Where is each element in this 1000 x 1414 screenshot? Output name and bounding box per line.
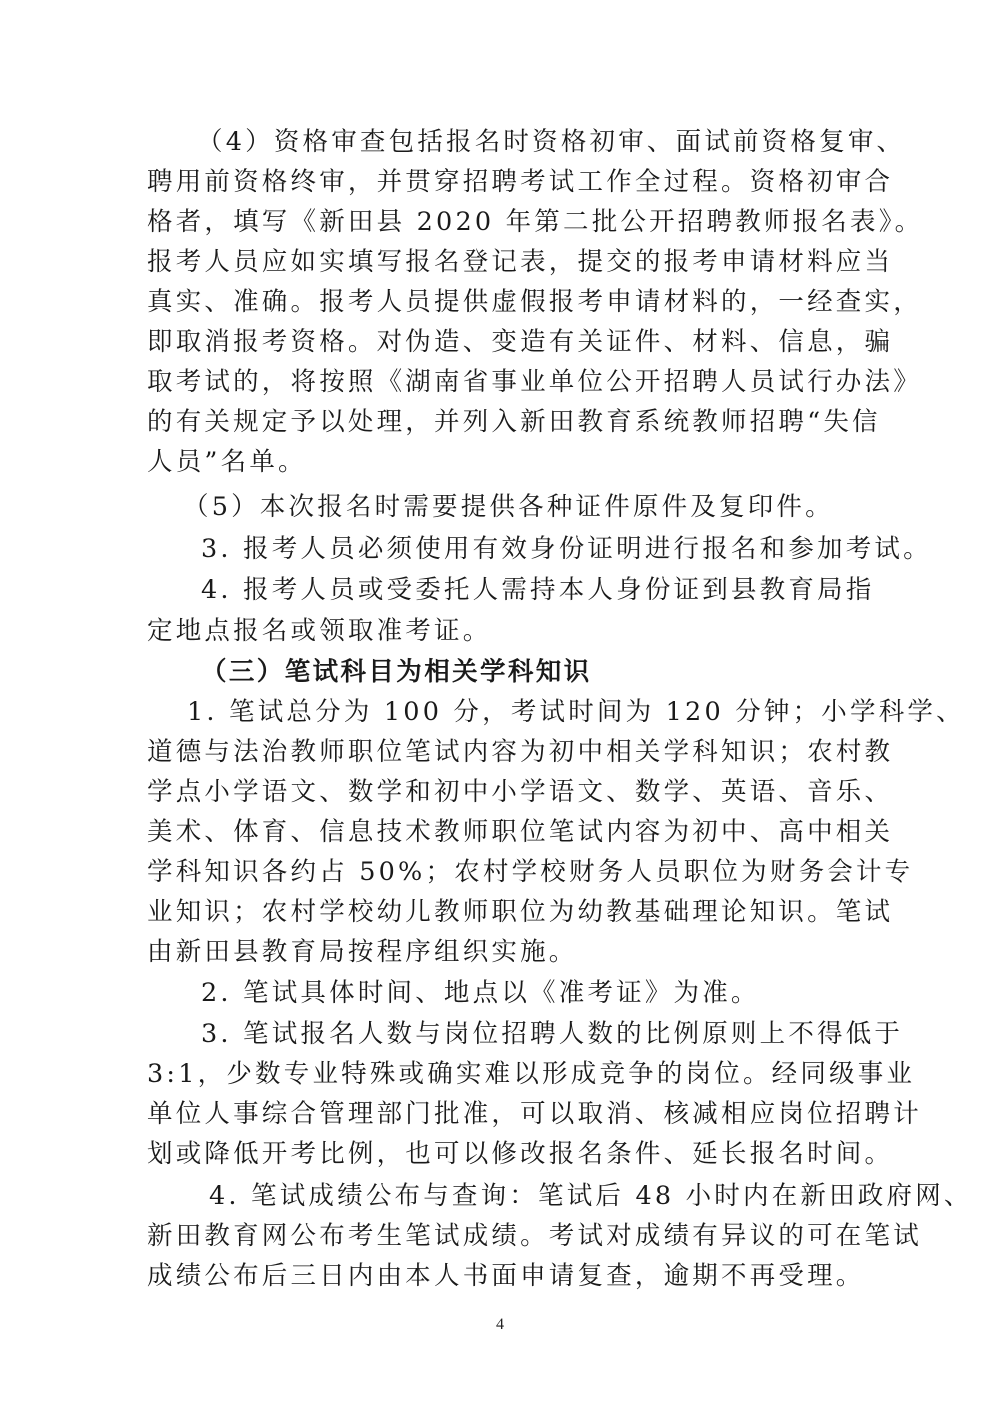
text-line-7: 取考试的，将按照《湖南省事业单位公开招聘人员试行办法》 [147,367,922,397]
text-line-12: 4. 报考人员或受委托人需持本人身份证到县教育局指 [201,575,875,605]
text-line-22: 2. 笔试具体时间、地点以《准考证》为准。 [201,978,760,1008]
text-line-28: 新田教育网公布考生笔试成绩。考试对成绩有异议的可在笔试 [147,1221,922,1251]
text-line-23: 3. 笔试报名人数与岗位招聘人数的比例原则上不得低于 [201,1019,904,1049]
text-line-5: 真实、准确。报考人员提供虚假报考申请材料的，一经查实， [147,287,922,317]
text-line-15: 1. 笔试总分为 100 分，考试时间为 120 分钟；小学科学、 [187,697,965,727]
page-number: 4 [496,1316,504,1333]
text-line-26: 划或降低开考比例，也可以修改报名条件、延长报名时间。 [147,1139,894,1169]
text-line-25: 单位人事综合管理部门批准，可以取消、核减相应岗位招聘计 [147,1099,922,1129]
text-line-3: 格者，填写《新田县 2020 年第二批公开招聘教师报名表》。 [147,207,924,237]
text-line-9: 人员”名单。 [147,447,307,477]
text-line-11: 3. 报考人员必须使用有效身份证明进行报名和参加考试。 [201,534,932,564]
text-line-18: 美术、体育、信息技术教师职位笔试内容为初中、高中相关 [147,817,894,847]
text-line-13: 定地点报名或领取准考证。 [147,616,492,646]
text-line-20: 业知识；农村学校幼儿教师职位为幼教基础理论知识。笔试 [147,897,894,927]
text-line-19: 学科知识各约占 50%；农村学校财务人员职位为财务会计专 [147,857,914,887]
text-line-1: （4）资格审查包括报名时资格初审、面试前资格复审、 [197,127,906,157]
text-line-27: 4. 笔试成绩公布与查询：笔试后 48 小时内在新田政府网、 [209,1181,973,1211]
text-line-29: 成绩公布后三日内由本人书面申请复查，逾期不再受理。 [147,1261,865,1291]
text-line-16: 道德与法治教师职位笔试内容为初中相关学科知识；农村教 [147,737,894,767]
text-line-6: 即取消报考资格。对伪造、变造有关证件、材料、信息，骗 [147,327,894,357]
text-line-21: 由新田县教育局按程序组织实施。 [147,937,578,967]
text-line-10: （5）本次报名时需要提供各种证件原件及复印件。 [183,492,834,522]
text-line-4: 报考人员应如实填写报名登记表，提交的报考申请材料应当 [147,247,894,277]
text-line-24: 3:1，少数专业特殊或确实难以形成竞争的岗位。经同级事业 [147,1059,916,1089]
text-line-17: 学点小学语文、数学和初中小学语文、数学、英语、音乐、 [147,777,894,807]
section-heading: （三）笔试科目为相关学科知识 [201,657,592,687]
text-line-2: 聘用前资格终审，并贯穿招聘考试工作全过程。资格初审合 [147,167,894,197]
text-line-8: 的有关规定予以处理，并列入新田教育系统教师招聘“失信 [147,407,881,437]
